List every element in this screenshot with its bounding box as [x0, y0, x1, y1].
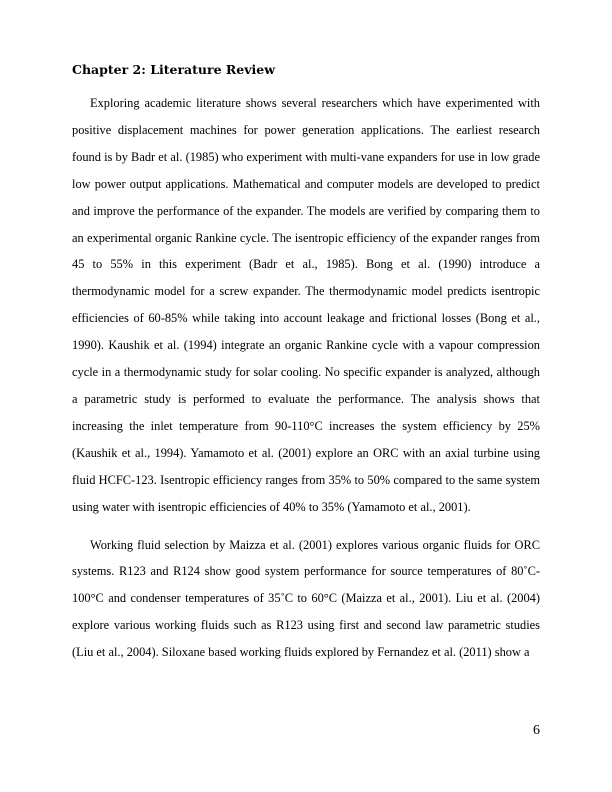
chapter-heading: Chapter 2: Literature Review — [72, 62, 275, 77]
paragraph-1: Exploring academic literature shows several researchers which have experimented with positive displacement machines for power generation applications. The earliest research found is by Badr et al. (1985) who experiment with multi-vane expanders for use in low grade low power output applications. Mathematical and computer models are developed to predict and improve the performance of the expander. The models are verified by comparing them to an experimental organic Rankine cycle. The isentropic efficiency of the expander ranges from 45 to 55% in this experiment (Badr et al., 1985). Bong et al. (1990) introduce a thermodynamic model for a screw expander. The thermodynamic model predicts isentropic efficiencies of 60-85% while taking into account leakage and frictional losses (Bong et al., 1990). Kaushik et al. (1994) integrate an organic Rankine cycle with a vapour compression cycle in a thermodynamic study for solar cooling. No specific expander is analyzed, although a parametric study is performed to evaluate the performance. The analysis shows that increasing the inlet temperature from 90-110°C increases the system efficiency by 25% (Kaushik et al., 1994). Yamamoto et al. (2001) explore an ORC with an axial turbine using fluid HCFC-123. Isentropic efficiency ranges from 35% to 50% compared to the same system using water with isentropic efficiencies of 40% to 35% (Yamamoto et al., 2001). — [72, 96, 540, 514]
paragraph-2: Working fluid selection by Maizza et al. (2001) explores various organic fluids for ORC systems. R123 and R124 show good system performance for source temperatures of 80˚C-100°C and condenser temperatures of 35˚C to 60°C (Maizza et al., 2001). Liu et al. (2004) explore various working fluids such as R123 using first and second law parametric studies (Liu et al., 2004). Siloxane based working fluids explored by Fernandez et al. (2011) show a — [72, 537, 540, 660]
document-page — [72, 62, 540, 666]
page-number: 6 — [533, 723, 540, 738]
